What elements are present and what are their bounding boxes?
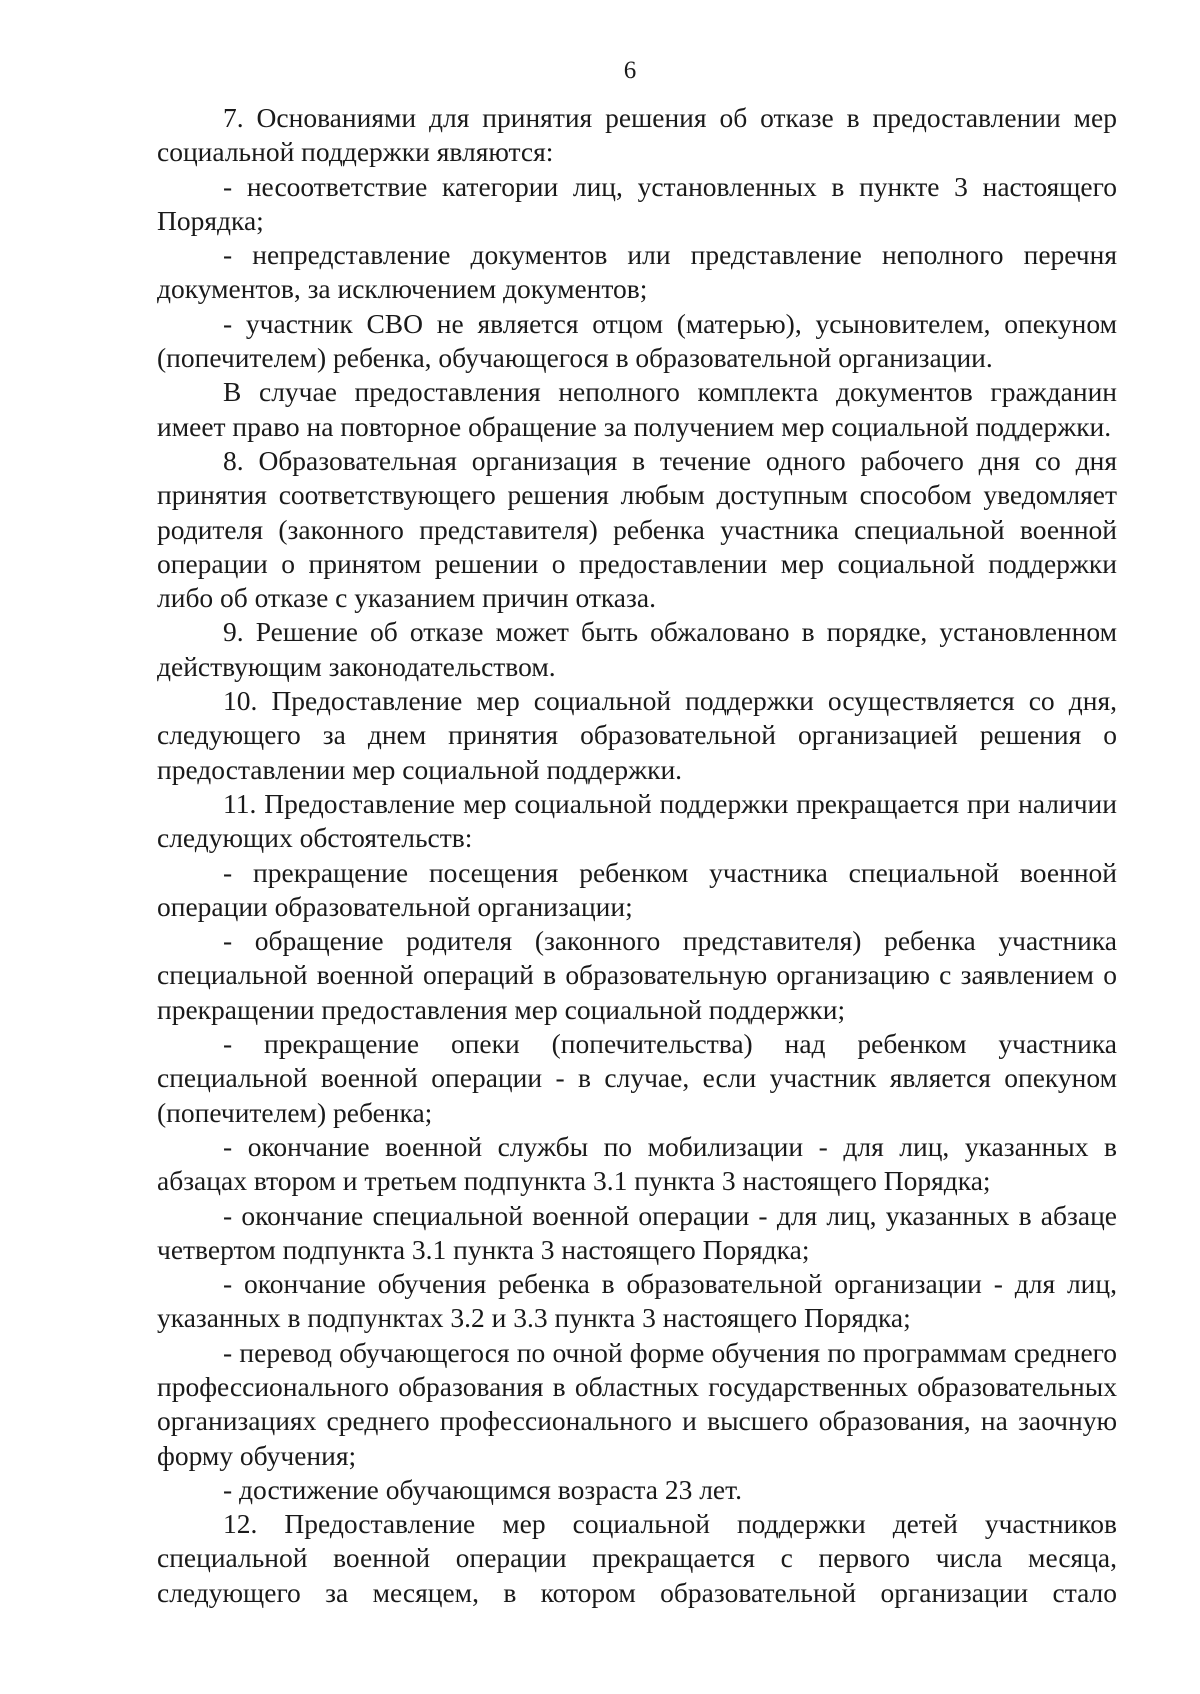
list-item-age-limit: - достижение обучающимся возраста 23 лет.	[223, 1473, 742, 1505]
list-item-mobilization-end: - окончание военной службы по мобилизации - для лиц, указанных в абзацах втором и третьем подпункта 3.1 пункта 3 настоящего Порядка;	[157, 1130, 1117, 1197]
paragraph-repeat-request: В случае предоставления неполного комплекта документов гражданин имеет право на повторное обращение за получением мер социальной поддержки.	[157, 376, 1117, 442]
paragraph-9: 9. Решение об отказе может быть обжаловано в порядке, установленном действующим законодательством.	[157, 616, 1117, 682]
paragraph-7: 7. Основаниями для принятия решения об отказе в предоставлении мер социальной поддержки являются:	[157, 102, 1117, 168]
list-item-attendance-stop: - прекращение посещения ребенком участника специальной военной операции образовательной организации;	[157, 856, 1117, 922]
paragraph-11: 11. Предоставление мер социальной поддержки прекращается при наличии следующих обстоятельств:	[157, 787, 1117, 854]
document-body	[157, 101, 1117, 1610]
list-item-not-parent: - участник СВО не является отцом (матерью), усыновителем, опекуном (попечителем) ребенка, обучающегося в образовательной организации.	[157, 307, 1117, 374]
list-item-category-mismatch: - несоответствие категории лиц, установленных в пункте 3 настоящего Порядка;	[157, 170, 1117, 236]
list-item-education-end: - окончание обучения ребенка в образовательной организации - для лиц, указанных в подпунктах 3.2 и 3.3 пункта 3 настоящего Порядка;	[157, 1268, 1117, 1334]
paragraph-10: 10. Предоставление мер социальной поддержки осуществляется со дня, следующего за днем принятия образовательной организацией решения о предоставлении мер социальной поддержки.	[157, 685, 1117, 785]
page-number: 6	[623, 57, 637, 84]
list-item-transfer-correspondence: - перевод обучающегося по очной форме обучения по программам среднего профессионального образования в областных государственных образовательных организациях среднего профессионального и высшего образования, на заочную форму обучения;	[157, 1336, 1117, 1471]
list-item-guardianship-end: - прекращение опеки (попечительства) над ребенком участника специальной военной операции - в случае, если участник является опекуном (попечителем) ребенка;	[157, 1028, 1117, 1128]
list-item-missing-documents: - непредставление документов или представление неполного перечня документов, за исключением документов;	[157, 239, 1117, 305]
paragraph-12: 12. Предоставление мер социальной поддержки детей участников специальной военной операции прекращается с первого числа месяца, следующего за месяцем, в котором образовательной организации стало	[157, 1508, 1117, 1608]
paragraph-8: 8. Образовательная организация в течение одного рабочего дня со дня принятия соответствующего решения любым доступным способом уведомляет родителя (законного представителя) ребенка участника специальной военной операции о принятом решении о предоставлении мер социальной поддержки либо об отказе с указанием причин отказа.	[157, 444, 1117, 614]
list-item-operation-end: - окончание специальной военной операции - для лиц, указанных в абзаце четвертом подпункта 3.1 пункта 3 настоящего Порядка;	[157, 1199, 1117, 1265]
list-item-parent-request: - обращение родителя (законного представителя) ребенка участника специальной военной операций в образовательную организацию с заявлением о прекращении предоставления мер социальной поддержки;	[157, 925, 1117, 1025]
